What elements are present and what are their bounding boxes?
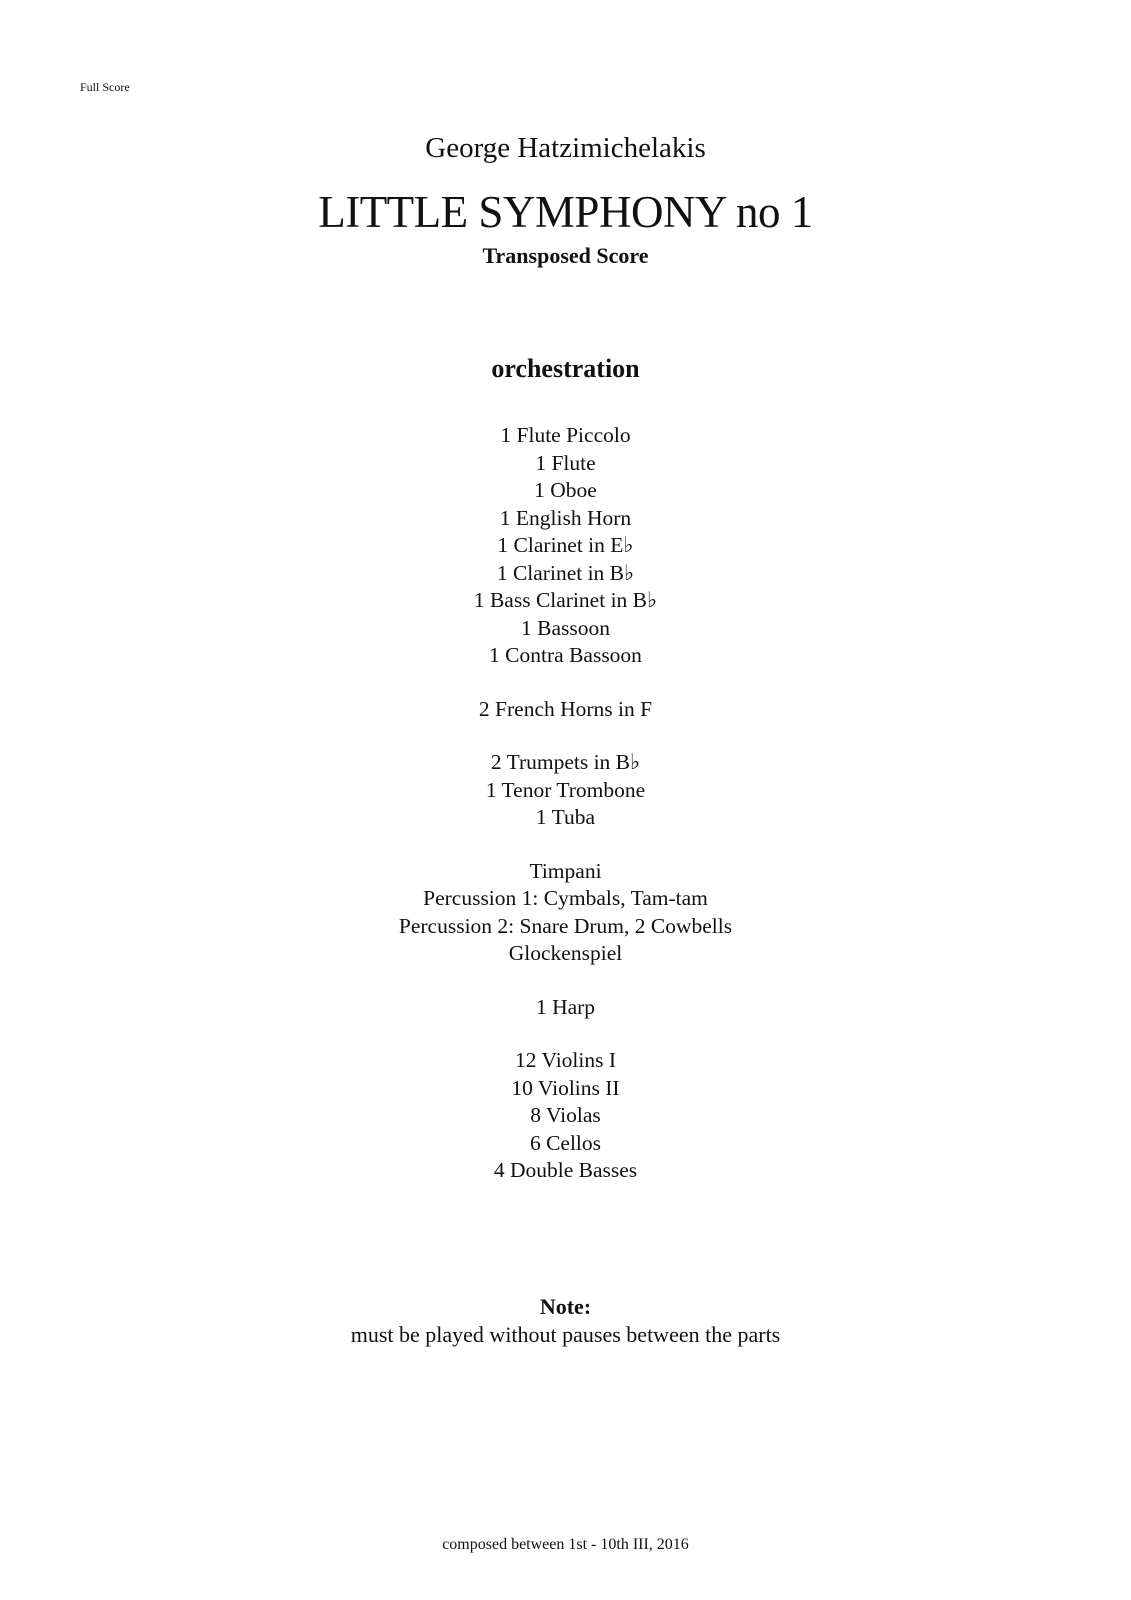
strings-group xyxy=(0,1047,1131,1185)
instrument-line: 2 Trumpets in B♭ xyxy=(490,750,641,774)
note-text: must be played without pauses between the parts xyxy=(350,1322,781,1347)
horns-group xyxy=(0,696,1131,724)
instrument-line: 1 Harp xyxy=(535,994,596,1019)
instrument-line: 6 Cellos xyxy=(529,1130,602,1155)
instrument-line: 4 Double Basses xyxy=(493,1158,638,1182)
instrument-line: 1 Contra Bassoon xyxy=(489,643,642,667)
composition-date: composed between 1st - 10th III, 2016 xyxy=(442,1536,689,1553)
percussion-group xyxy=(0,858,1131,968)
instrument-line: Timpani xyxy=(529,858,602,883)
instrument-line: 1 Flute Piccolo xyxy=(500,423,631,447)
instrument-line: Percussion 1: Cymbals, Tam-tam xyxy=(423,886,708,910)
score-subtitle: Transposed Score xyxy=(482,243,649,268)
score-type-label: Full Score xyxy=(80,80,130,94)
note-label: Note: xyxy=(539,1294,592,1319)
instrument-line: 2 French Horns in F xyxy=(478,696,653,721)
instrument-line: Percussion 2: Snare Drum, 2 Cowbells xyxy=(398,913,733,938)
instrument-line: 1 Tenor Trombone xyxy=(485,777,646,802)
orchestration-heading: orchestration xyxy=(491,354,640,383)
woodwinds-group xyxy=(0,422,1131,670)
instrument-line: 12 Violins I xyxy=(514,1048,617,1072)
brass-group xyxy=(0,749,1131,832)
instrument-line: 10 Violins II xyxy=(511,1075,620,1100)
composer-name: George Hatzimichelakis xyxy=(425,132,706,164)
instrument-line: 1 Tuba xyxy=(535,805,596,829)
instrument-line: 1 Flute xyxy=(535,450,596,475)
instrument-line: Glockenspiel xyxy=(508,941,623,965)
instrument-line: 1 Clarinet in B♭ xyxy=(496,560,635,585)
instrument-line: 8 Violas xyxy=(530,1103,601,1127)
instrument-line: 1 Bass Clarinet in B♭ xyxy=(473,588,658,612)
instrument-line: 1 Bassoon xyxy=(521,615,610,640)
instrument-line: 1 English Horn xyxy=(499,505,632,530)
work-title: LITTLE SYMPHONY no 1 xyxy=(318,187,813,237)
instrument-list xyxy=(0,422,1131,1185)
instrument-line: 1 Oboe xyxy=(534,478,597,502)
harp-group xyxy=(0,994,1131,1022)
instrument-line: 1 Clarinet in E♭ xyxy=(497,533,634,557)
